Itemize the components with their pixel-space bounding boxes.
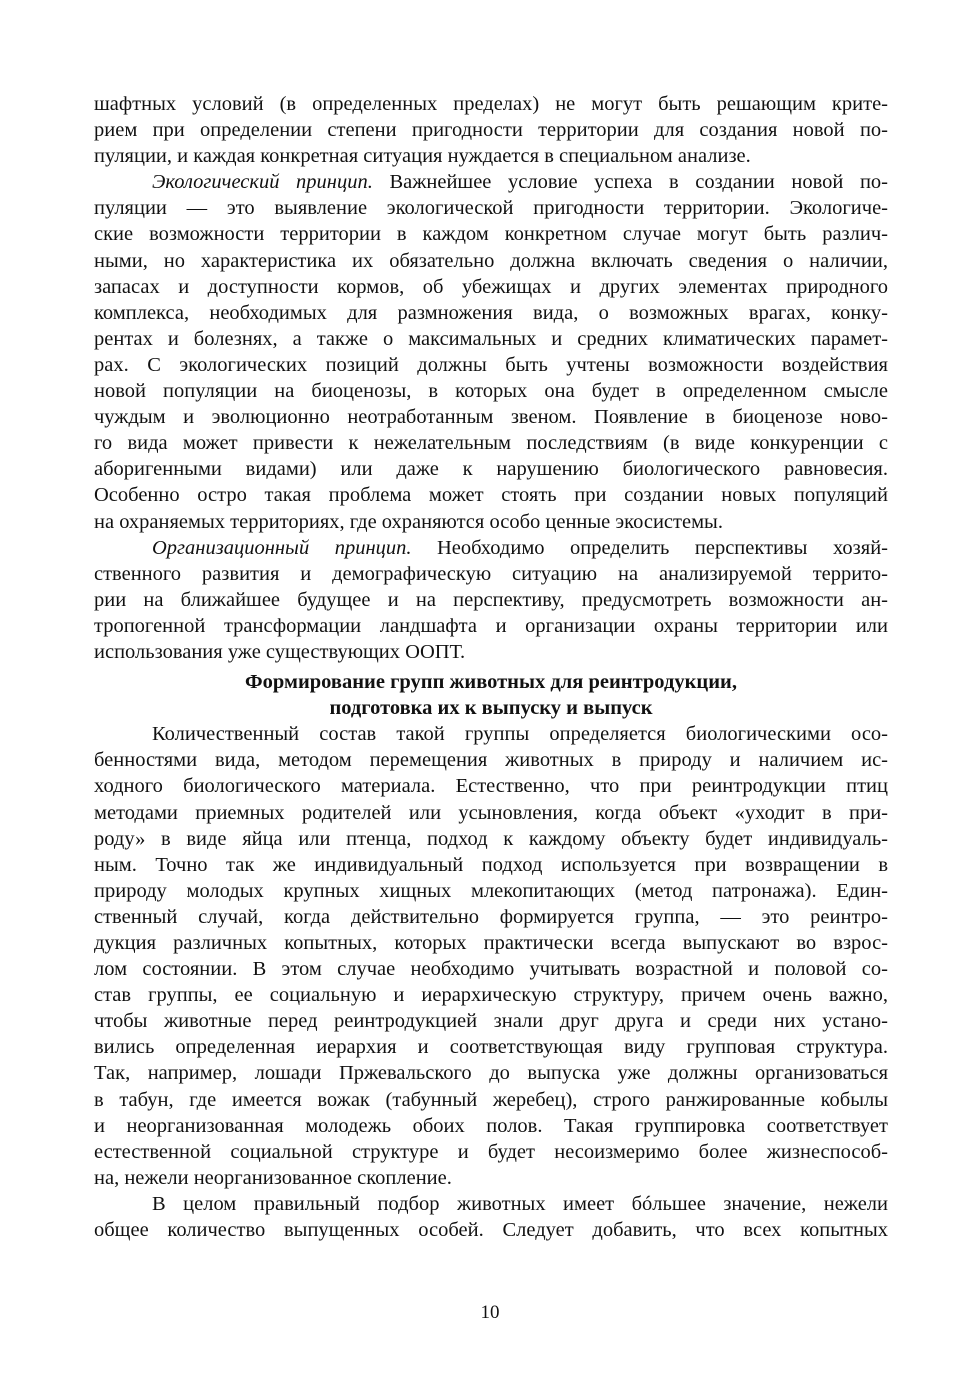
text-line: запасах и доступности кормов, об убежищах и других элементах природного (94, 275, 888, 298)
section-heading (94, 669, 888, 721)
text-line: комплекса, необходимых для размножения вида, о возможных врагах, конку- (94, 301, 888, 324)
text-line: Особенно остро такая проблема может стоять при создании новых популяций (94, 484, 888, 507)
paragraph-lead: Организационный принцип. (152, 536, 412, 559)
text-line: естественной социальной структуре и будет несоизмеримо более жизнеспособ- (94, 1140, 888, 1163)
text-line: ственного развития и демографическую ситуацию на анализируемой террито- (94, 562, 888, 585)
heading-line: подготовка их к выпуску и выпуск (329, 697, 653, 720)
text-line: на, нежели неорганизованное скопление. (94, 1166, 452, 1189)
text-line: ными, но характеристика их обязательно должна включать сведения о наличии, (94, 249, 888, 272)
heading-line: Формирование групп животных для реинтродукции, (245, 671, 737, 694)
text-run: Необходимо определить перспективы хозяй- (411, 536, 888, 559)
page-body (94, 91, 888, 1243)
text-line: ские возможности территории в каждом конкретном случае могут быть различ- (94, 223, 888, 246)
text-line: методами приемных родителей или усыновления, когда объект «уходит в при- (94, 801, 888, 824)
text-line: общее количество выпущенных особей. Следует добавить, что всех копытных (94, 1219, 888, 1242)
text-line: рии на ближайшее будущее и на перспективу, предусмотреть возможности ан- (94, 588, 888, 611)
text-line: лом состоянии. В этом случае необходимо учитывать возрастной и половой со- (94, 958, 888, 981)
text-line: роду» в виде яйца или птенца, подход к каждому объекту будет индивидуаль- (94, 827, 888, 850)
text-line: природу молодых крупных хищных млекопитающих (метод патронажа). Един- (94, 879, 888, 902)
text-line (94, 535, 888, 561)
paragraph (94, 1191, 888, 1243)
text-line: Количественный состав такой группы определяется биологическими осо- (152, 723, 888, 746)
text-line: использования уже существующих ООПТ. (94, 640, 466, 663)
text-line: вились определенная иерархия и соответствующая виду групповая структура. (94, 1036, 888, 1059)
text-line: пуляции, и каждая конкретная ситуация нуждается в специальном анализе. (94, 145, 751, 168)
text-line: новой популяции на биоценозы, в которых она будет в определенном смысле (94, 380, 888, 403)
text-line: В целом правильный подбор животных имеет бóльшее значение, нежели (152, 1192, 888, 1215)
text-line: чтобы животные перед реинтродукцией знали друг друга и среди них устано- (94, 1010, 888, 1033)
text-line: став группы, ее социальную и иерархическую структуру, причем очень важно, (94, 984, 888, 1007)
text-line: шафтных условий (в определенных пределах) не могут быть решающим крите- (94, 93, 888, 115)
text-line: и неорганизованная молодежь обоих полов. Такая группировка соответствует (94, 1114, 888, 1137)
text-line: Так, например, лошади Пржевальского до выпуска уже должны организоваться (94, 1062, 888, 1085)
text-line: рах. С экологических позиций должны быть учтены возможности воздействия (94, 353, 888, 376)
text-line: ным. Точно так же индивидуальный подход используется при возвращении в (94, 853, 888, 876)
text-line: дукция различных копытных, которых практически всегда выпускают во взрос- (94, 932, 888, 954)
paragraph (94, 535, 888, 665)
paragraph (94, 169, 888, 534)
text-line: рием при определении степени пригодности территории для создания новой по- (94, 119, 888, 142)
text-line (94, 169, 888, 195)
paragraph (94, 91, 888, 169)
text-line: чуждым и эволюционно неотработанным звеном. Появление в биоценозе ново- (94, 406, 888, 429)
text-line: тропогенной трансформации ландшафта и организации охраны территории или (94, 614, 888, 637)
text-line: рентах и болезнях, а также о максимальных и средних климатических парамет- (94, 327, 888, 350)
text-line: на охраняемых территориях, где охраняются особо ценные экосистемы. (94, 510, 723, 533)
text-run: Важнейшее условие успеха в создании новой по- (372, 171, 888, 194)
text-line: ственный случай, когда действительно формируется группа, — это реинтро- (94, 905, 888, 928)
paragraph (94, 721, 888, 1191)
text-line: го вида может привести к нежелательным последствиям (в виде конкуренции с (94, 432, 888, 455)
page-number: 10 (480, 1302, 500, 1323)
text-line: ходного биологического материала. Естественно, что при реинтродукции птиц (94, 775, 888, 798)
text-line: бенностями вида, методом перемещения животных в природу и наличием ис- (94, 749, 888, 772)
text-line: в табун, где имеется вожак (табунный жеребец), строго ранжированные кобылы (94, 1088, 888, 1111)
text-line: пуляции — это выявление экологической пригодности территории. Экологиче- (94, 197, 888, 220)
text-line: аборигенными видами) или даже к нарушению биологического равновесия. (94, 458, 888, 481)
paragraph-lead: Экологический принцип. (152, 171, 373, 194)
